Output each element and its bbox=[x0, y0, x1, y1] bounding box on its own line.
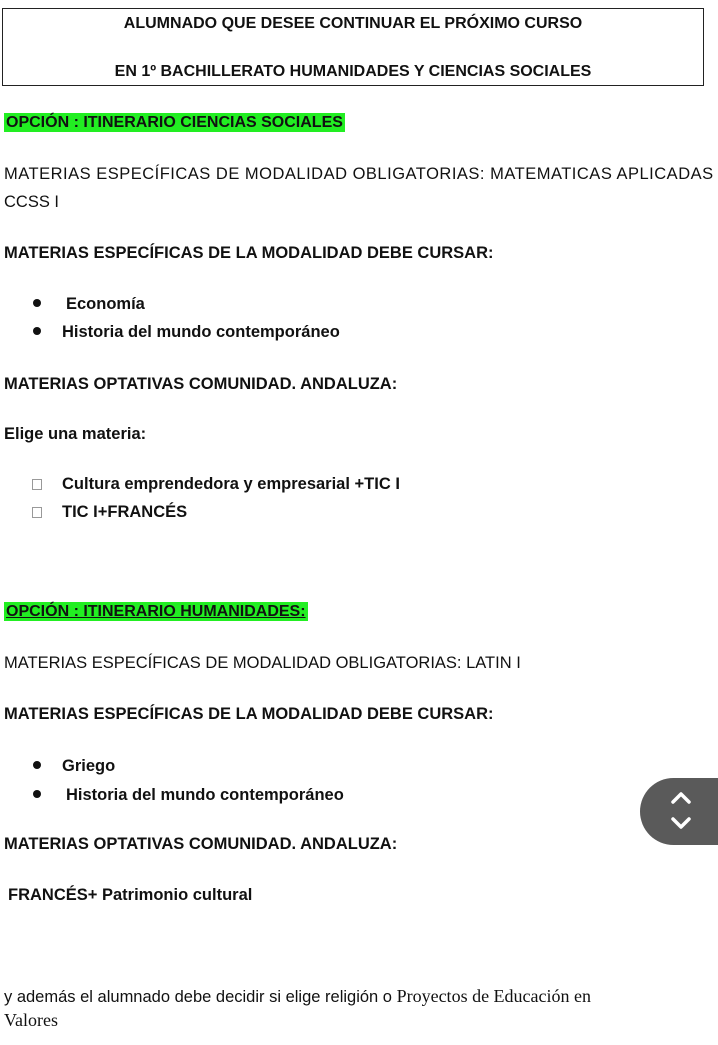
option2-title: OPCIÓN : ITINERARIO HUMANIDADES: bbox=[6, 603, 306, 620]
option1-item-economia: Economía bbox=[66, 295, 145, 313]
option1-title: OPCIÓN : ITINERARIO CIENCIAS SOCIALES bbox=[6, 114, 343, 131]
bullet-icon bbox=[33, 761, 41, 769]
checkbox-tic-frances[interactable] bbox=[32, 507, 42, 518]
option2-mandatory-line: MATERIAS ESPECÍFICAS DE MODALIDAD OBLIGATORIAS: LATIN I bbox=[4, 654, 521, 672]
option1-choice-tic: TIC I+FRANCÉS bbox=[62, 503, 188, 521]
option2-optional-value: FRANCÉS+ Patrimonio cultural bbox=[8, 886, 253, 904]
checkbox-cultura-emprendedora[interactable] bbox=[32, 479, 42, 490]
option2-must-take-heading: MATERIAS ESPECÍFICAS DE LA MODALIDAD DEBE CURSAR: bbox=[4, 705, 494, 723]
option1-mandatory-line2: CCSS I bbox=[4, 193, 60, 211]
option1-item-historia: Historia del mundo contemporáneo bbox=[62, 323, 340, 341]
bullet-icon bbox=[33, 790, 41, 798]
option2-optional-heading: MATERIAS OPTATIVAS COMUNIDAD. ANDALUZA: bbox=[4, 835, 398, 853]
footer-note: y además el alumnado debe decidir si elige religión o Proyectos de Educación en bbox=[4, 986, 592, 1006]
option1-optional-heading: MATERIAS OPTATIVAS COMUNIDAD. ANDALUZA: bbox=[4, 375, 398, 393]
header-box bbox=[2, 8, 704, 86]
bullet-icon bbox=[33, 327, 41, 335]
option2-item-historia: Historia del mundo contemporáneo bbox=[66, 786, 344, 804]
option2-item-griego: Griego bbox=[62, 757, 116, 775]
chevron-down-icon[interactable] bbox=[670, 816, 692, 832]
header-title-line2: EN 1º BACHILLERATO HUMANIDADES Y CIENCIAS SOCIALES bbox=[114, 63, 592, 80]
scroll-nav-pill bbox=[640, 778, 718, 845]
option1-must-take-heading: MATERIAS ESPECÍFICAS DE LA MODALIDAD DEBE CURSAR: bbox=[4, 244, 494, 262]
header-title-line1: ALUMNADO QUE DESEE CONTINUAR EL PRÓXIMO CURSO bbox=[123, 15, 583, 32]
option1-mandatory-line1: MATERIAS ESPECÍFICAS DE MODALIDAD OBLIGATORIAS: MATEMATICAS APLICADAS bbox=[4, 165, 714, 183]
option1-choice-cultura: Cultura emprendedora y empresarial +TIC I bbox=[62, 475, 400, 493]
chevron-up-icon[interactable] bbox=[670, 789, 692, 805]
footer-note-line2: Valores bbox=[4, 1010, 58, 1030]
option1-choose-label: Elige una materia: bbox=[4, 425, 147, 443]
bullet-icon bbox=[33, 299, 41, 307]
